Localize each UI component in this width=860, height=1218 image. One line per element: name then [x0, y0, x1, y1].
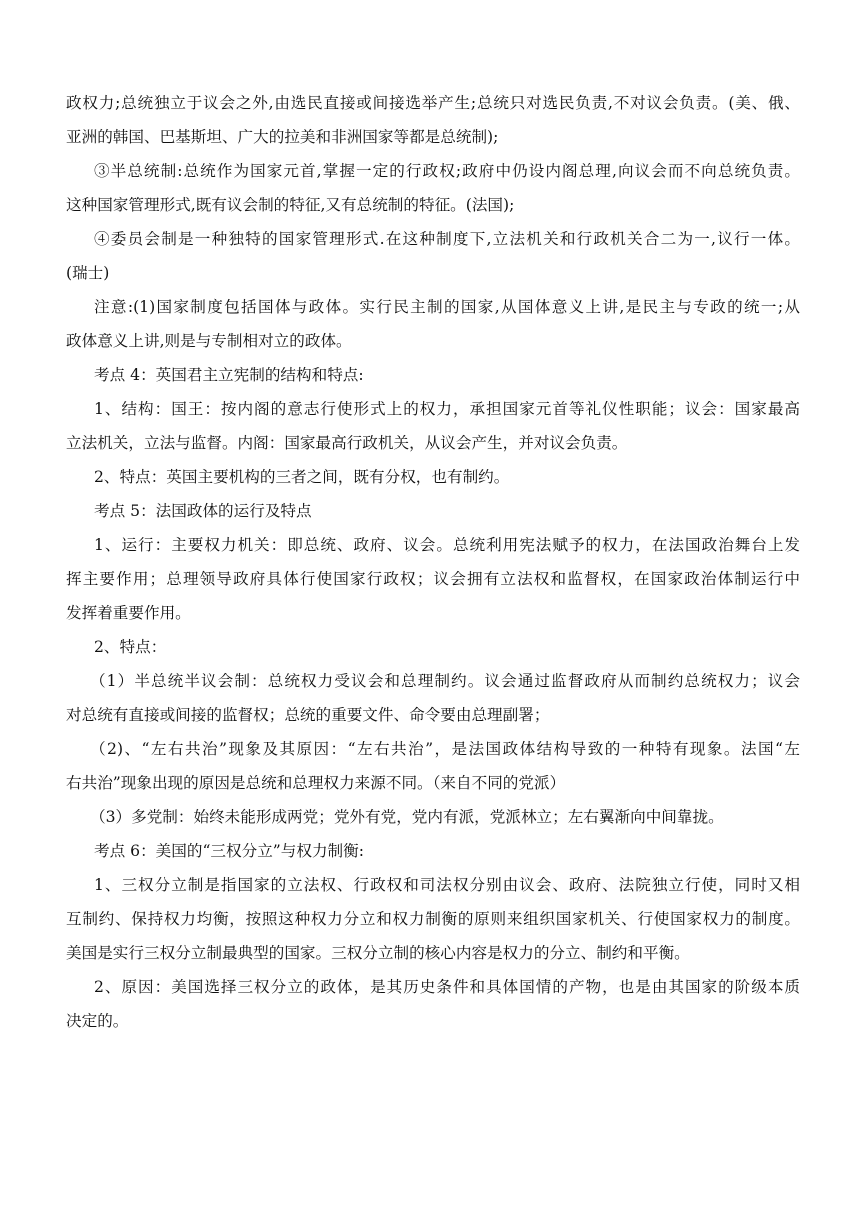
text-line: ③半总统制:总统作为国家元首,掌握一定的行政权;政府中仍设内阁总理,向议会而不向总统负责。 — [94, 162, 800, 180]
text-line: 注意:(1)国家制度包括国体与政体。实行民主制的国家,从国体意义上讲,是民主与专政的统一;从 — [94, 298, 800, 316]
section-heading: 考点 4：英国君主立宪制的结构和特点: — [94, 366, 364, 384]
text-line: (瑞士) — [66, 264, 110, 282]
text-line: 右共治”现象出现的原因是总统和总理权力来源不同。（来自不同的党派） — [66, 774, 566, 792]
text-line: 互制约、保持权力均衡，按照这种权力分立和权力制衡的原则来组织国家机关、行使国家权力的制度。 — [66, 910, 800, 928]
text-line: （3）多党制：始终未能形成两党；党外有党，党内有派，党派林立；左右翼渐向中间靠拢。 — [90, 808, 724, 826]
text-line: 1、三权分立制是指国家的立法权、行政权和司法权分别由议会、政府、法院独立行使，同时又相 — [94, 876, 800, 894]
text-line: 1、运行：主要权力机关：即总统、政府、议会。总统利用宪法赋予的权力，在法国政治舞台上发 — [94, 536, 800, 554]
text-line: 1、结构：国王：按内阁的意志行使形式上的权力，承担国家元首等礼仪性职能；议会：国家最高 — [94, 400, 800, 418]
text-line: 立法机关，立法与监督。内阁：国家最高行政机关，从议会产生，并对议会负责。 — [66, 434, 628, 452]
text-line: ④委员会制是一种独特的国家管理形式.在这种制度下,立法机关和行政机关合二为一,议行一体。 — [94, 230, 800, 248]
text-line: 发挥着重要作用。 — [66, 604, 191, 622]
text-line: 政权力;总统独立于议会之外,由选民直接或间接选举产生;总统只对选民负责,不对议会负责。(美、俄、 — [66, 94, 800, 112]
text-line: 决定的。 — [66, 1012, 129, 1030]
text-line: 亚洲的韩国、巴基斯坦、广大的拉美和非洲国家等都是总统制); — [66, 128, 499, 146]
text-line: 2、特点： — [94, 638, 167, 656]
text-line: （2)、“左右共治”现象及其原因：“左右共治”，是法国政体结构导致的一种特有现象。法国“左 — [90, 740, 800, 758]
text-line: 对总统有直接或间接的监督权；总统的重要文件、命令要由总理副署； — [66, 706, 550, 724]
text-line: 这种国家管理形式,既有议会制的特征,又有总统制的特征。(法国); — [66, 196, 515, 214]
section-heading: 考点 6：美国的“三权分立”与权力制衡: — [94, 842, 364, 860]
section-heading: 考点 5：法国政体的运行及特点 — [94, 502, 312, 520]
document-page — [66, 86, 800, 1038]
text-line: （1）半总统半议会制：总统权力受议会和总理制约。议会通过监督政府从而制约总统权力；议会 — [90, 672, 800, 690]
text-line: 2、特点：英国主要机构的三者之间，既有分权，也有制约。 — [94, 468, 510, 486]
text-line: 政体意义上讲,则是与专制相对立的政体。 — [66, 332, 352, 350]
text-line: 2、原因：美国选择三权分立的政体，是其历史条件和具体国情的产物，也是由其国家的阶级本质 — [94, 978, 800, 996]
text-line: 美国是实行三权分立制最典型的国家。三权分立制的核心内容是权力的分立、制约和平衡。 — [66, 944, 690, 962]
text-line: 挥主要作用；总理领导政府具体行使国家行政权；议会拥有立法权和监督权，在国家政治体制运行中 — [66, 570, 800, 588]
